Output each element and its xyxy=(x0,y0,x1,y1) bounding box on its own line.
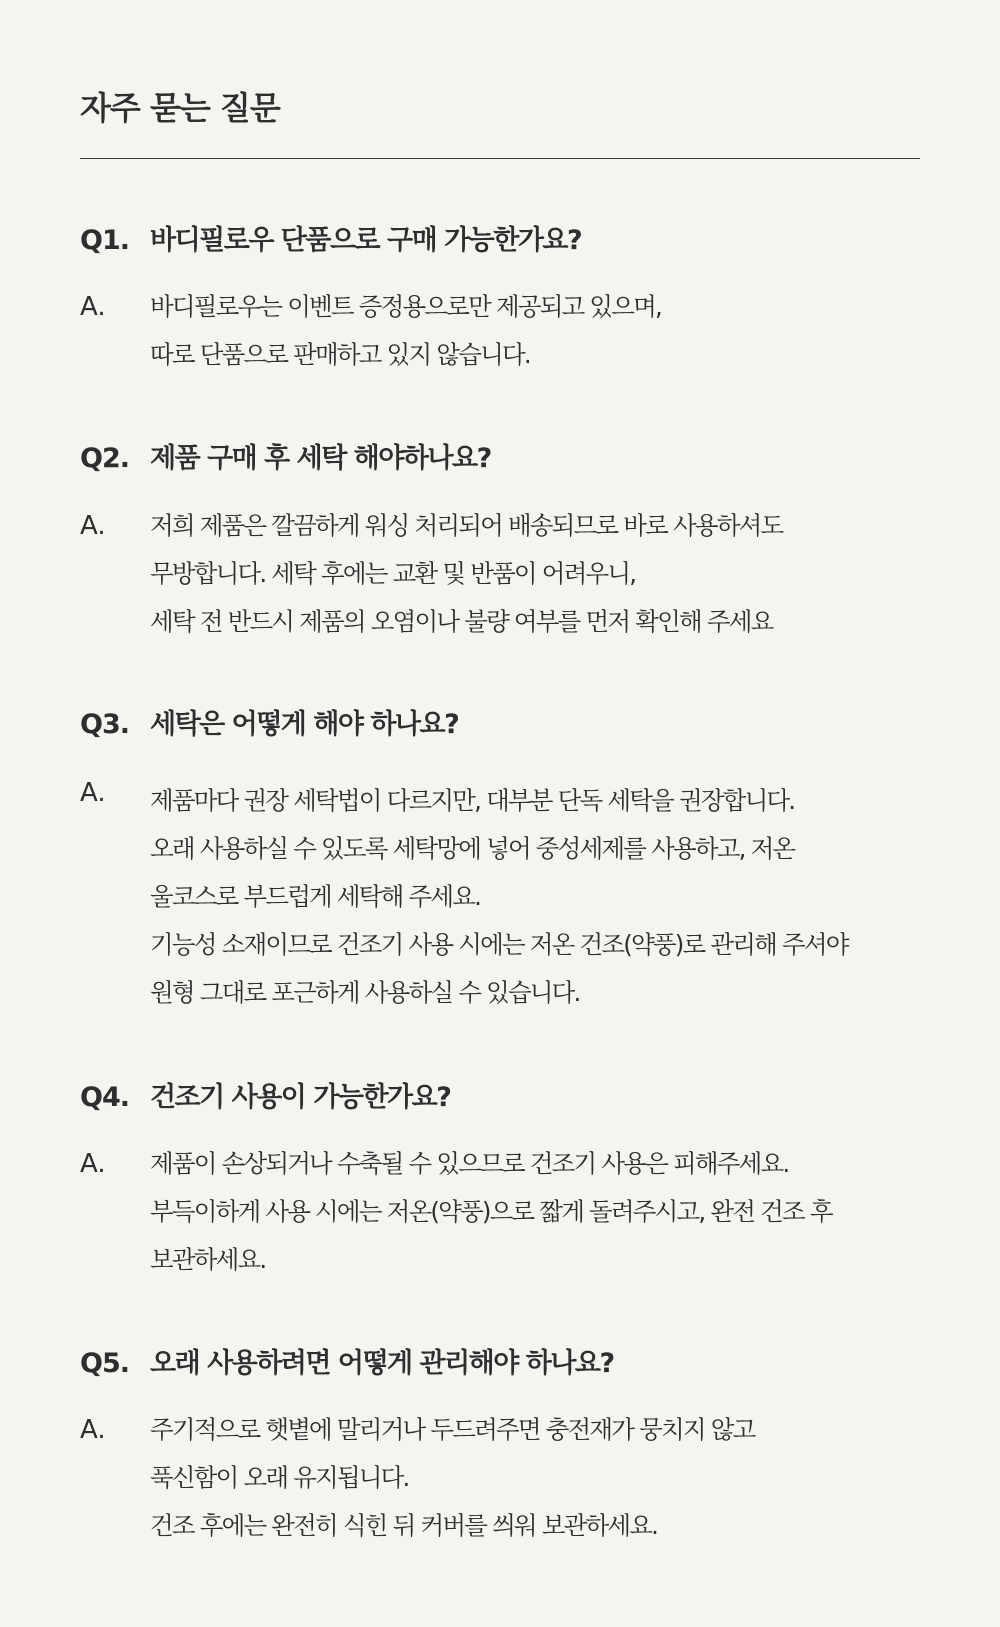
question-number: Q5. xyxy=(80,1348,129,1379)
answer-line: 부득이하게 사용 시에는 저온(약풍)으로 짧게 돌려주시고, 완전 건조 후 xyxy=(150,1197,832,1226)
answer-text xyxy=(150,1406,754,1550)
answer-text xyxy=(150,1140,832,1284)
answer-text xyxy=(150,777,848,1017)
answer-line: 제품이 손상되거나 수축될 수 있으므로 건조기 사용은 피해주세요. xyxy=(150,1149,789,1178)
answer-line: 기능성 소재이므로 건조기 사용 시에는 저온 건조(약풍)로 관리해 주셔야 xyxy=(150,930,848,959)
question-text: 세탁은 어떻게 해야 하나요? xyxy=(150,709,459,740)
answer-label: A. xyxy=(80,511,106,541)
answer-line: 따로 단품으로 판매하고 있지 않습니다. xyxy=(150,340,530,369)
answer-label: A. xyxy=(80,1149,106,1179)
answer-line: 무방합니다. 세탁 후에는 교환 및 반품이 어려우니, xyxy=(150,559,636,588)
answer-line: 보관하세요. xyxy=(150,1245,266,1274)
question-text: 오래 사용하려면 어떻게 관리해야 하나요? xyxy=(150,1348,614,1379)
question-number: Q4. xyxy=(80,1082,129,1113)
answer-label: A. xyxy=(80,778,106,808)
answer-label: A. xyxy=(80,292,106,322)
question-number: Q3. xyxy=(80,709,129,740)
answer-line: 제품마다 권장 세탁법이 다르지만, 대부분 단독 세탁을 권장합니다. xyxy=(150,786,795,815)
answer-label: A. xyxy=(80,1415,106,1445)
question-text: 건조기 사용이 가능한가요? xyxy=(150,1082,451,1113)
answer-line: 울코스로 부드럽게 세탁해 주세요. xyxy=(150,882,481,911)
answer-text xyxy=(150,502,782,646)
question-number: Q2. xyxy=(80,443,129,474)
question-text: 바디필로우 단품으로 구매 가능한가요? xyxy=(150,225,582,256)
answer-line: 바디필로우는 이벤트 증정용으로만 제공되고 있으며, xyxy=(150,292,662,321)
answer-line: 저희 제품은 깔끔하게 워싱 처리되어 배송되므로 바로 사용하셔도 xyxy=(150,511,783,540)
title-divider xyxy=(80,158,920,159)
answer-line: 오래 사용하실 수 있도록 세탁망에 넣어 중성세제를 사용하고, 저온 xyxy=(150,834,795,863)
answer-line: 원형 그대로 포근하게 사용하실 수 있습니다. xyxy=(150,978,580,1007)
answer-line: 건조 후에는 완전히 식힌 뒤 커버를 씌워 보관하세요. xyxy=(150,1511,658,1540)
question-text: 제품 구매 후 세탁 해야하나요? xyxy=(150,443,491,474)
answer-text xyxy=(150,283,661,379)
answer-line: 세탁 전 반드시 제품의 오염이나 불량 여부를 먼저 확인해 주세요 xyxy=(150,607,773,636)
question-number: Q1. xyxy=(80,225,129,256)
answer-line: 주기적으로 햇볕에 말리거나 두드려주면 충전재가 뭉치지 않고 xyxy=(150,1415,755,1444)
answer-line: 푹신함이 오래 유지됩니다. xyxy=(150,1463,409,1492)
page-title: 자주 묻는 질문 xyxy=(80,89,280,127)
